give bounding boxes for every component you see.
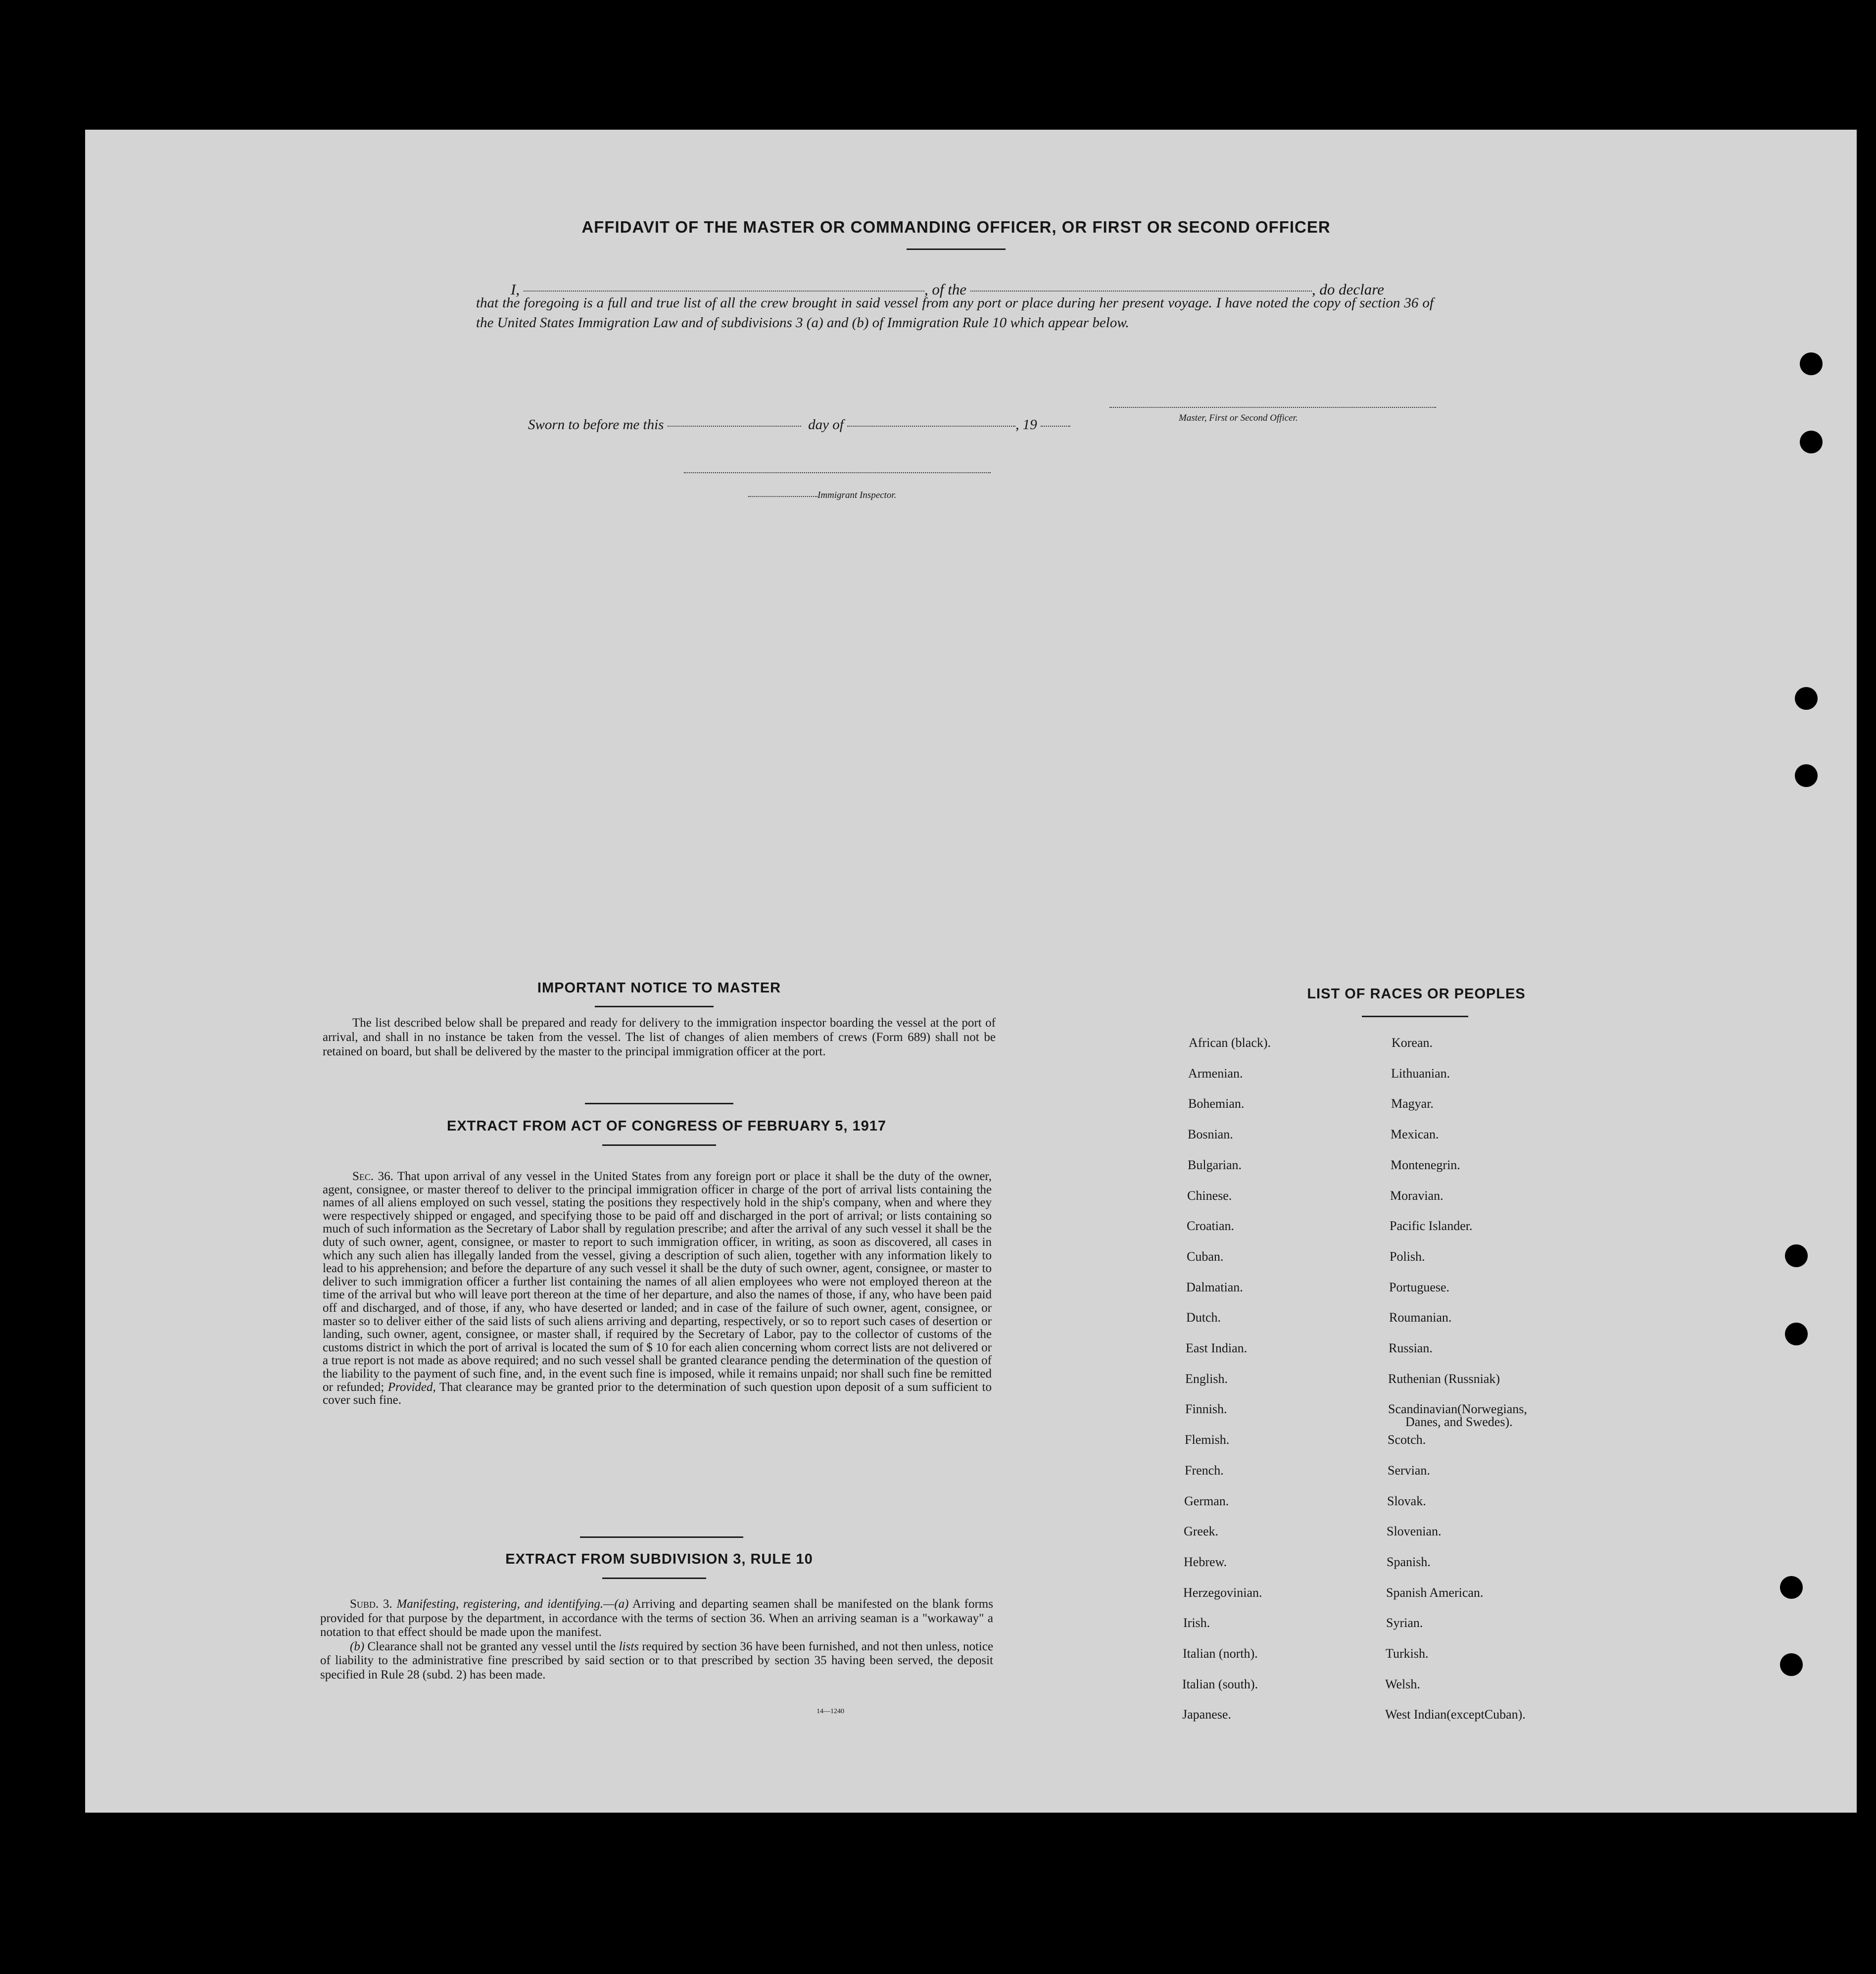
form-sheet: [85, 130, 1857, 1813]
para-b2: required by section 36 have been furnished, and not then unless, notice of liability to the administrative fine prescribed by said section or to that prescribed by section 35 having been served, the deposit specified in Rule 28 (subd. 2) has been made.: [320, 1639, 994, 1681]
b-label-wrap: [320, 1640, 364, 1653]
race-item: African (black).: [1189, 1036, 1271, 1050]
subd-heading: Manifesting, registering, and identifying.—(a): [396, 1597, 629, 1611]
punch-hole: [1800, 431, 1823, 453]
form-number: 14—1240: [817, 1708, 844, 1715]
extract-rule-title: EXTRACT FROM SUBDIVISION 3, RULE 10: [505, 1551, 813, 1567]
name-field[interactable]: [524, 290, 924, 292]
i-word: I,: [511, 281, 520, 298]
master-caption: Master, First or Second Officer.: [1179, 413, 1298, 423]
races-title: LIST OF RACES OR PEOPLES: [1307, 986, 1526, 1002]
title-underline: [907, 248, 1006, 250]
year-field[interactable]: [1041, 425, 1070, 427]
race-item: Welsh.: [1385, 1677, 1420, 1691]
race-item: Roumanian.: [1389, 1310, 1452, 1325]
provided-word: Provided,: [387, 1380, 436, 1394]
race-item: German.: [1184, 1494, 1229, 1508]
para-a: Arriving and departing seamen shall be manifested on the blank forms provided for that purpose by the department, in accordance with the terms of section 36. When an arriving seaman is a "workaway" a notation to that effect should be made upon the manifest.: [320, 1597, 993, 1639]
sworn-text: Sworn to before me this: [528, 417, 664, 433]
extract-act-title: EXTRACT FROM ACT OF CONGRESS OF FEBRUARY 5, 1917: [446, 1118, 887, 1134]
vessel-field[interactable]: [970, 290, 1312, 292]
subdivision-3-text: [320, 1597, 993, 1682]
race-item: Armenian.: [1188, 1066, 1243, 1081]
race-item: Dalmatian.: [1186, 1280, 1243, 1294]
inspector-dots: [748, 496, 818, 497]
race-item: West Indian(exceptCuban).: [1385, 1707, 1526, 1722]
sec-body: That upon arrival of any vessel in the United States from any foreign port or place it shall be the duty of the owner, agent, consignee, or master thereof to deliver to the principal immigration officer in charge of the port of arrival lists containing the names of all aliens employed on such vessel, stating the positions they respectively hold in the ship's company, when and where they were respectively shipped or engaged, and specifying those to be paid off and discharged in the port of arrival; or lists containing so much of such information as the Secretary of Labor shall by regulation prescribe; and after the arrival of any such vessel it shall be the duty of such owner, agent, consignee, or master to report to such immigration officer, in writing, as soon as discovered, all cases in which any such alien has illegally landed from the vessel, giving a description of such alien, together with any information likely to lead to his apprehension; and before the departure of any such vessel it shall be the duty of such owner, agent, consignee, or master to deliver to such immigration officer a further list containing the names of all alien employees who were not employed thereon at the time of the arrival but who will leave port thereon at the time of her departure, and also the names of those, if any, who have been paid off and discharged, and of those, if any, who have deserted or landed; and in case of the failure of such owner, agent, consignee, or master so to deliver either of the said lists of such aliens arriving and departing, respectively, or so to report such cases of desertion or landing, such owner, agent, consignee, or master shall, if required by the Secretary of Labor, pay to the collector of customs of the customs district in which the port of arrival is located the sum of $ 10 for each alien concerning whom correct lists are not delivered or a true report is not made as above required; and no such vessel shall be granted clearance pending the determination of the question of the liability to the payment of such fine, and, in the event such fine is imposed, while it remains unpaid; nor shall such fine be remitted or refunded;: [323, 1170, 992, 1394]
race-item: Mexican.: [1391, 1127, 1439, 1141]
month-field[interactable]: [847, 425, 1015, 427]
race-item: Pacific Islander.: [1390, 1219, 1473, 1233]
race-item: Hebrew.: [1184, 1555, 1227, 1569]
race-item: Russian.: [1389, 1341, 1433, 1355]
race-item: Spanish.: [1387, 1555, 1431, 1569]
para-b1: Clearance shall not be granted any vessel until the: [367, 1639, 616, 1653]
race-item: Spanish American.: [1386, 1585, 1484, 1600]
race-item: Bohemian.: [1188, 1096, 1245, 1111]
race-item: Portuguese.: [1389, 1280, 1450, 1294]
races-underline: [1362, 1016, 1468, 1017]
day-of-text: day of: [808, 417, 844, 433]
section-36-text: [323, 1170, 992, 1407]
sec-tail: That clearance may be granted prior to the determination of such question upon deposit of a sum sufficient to cover such fine.: [323, 1380, 992, 1407]
inspector-caption: Immigrant Inspector.: [818, 490, 897, 500]
race-item: Bulgarian.: [1188, 1158, 1242, 1172]
extract-act-underline: [602, 1144, 716, 1146]
inspector-signature-line[interactable]: [684, 472, 991, 473]
race-item: Moravian.: [1390, 1188, 1443, 1203]
race-item: Lithuanian.: [1391, 1066, 1450, 1081]
notice-underline: [595, 1006, 714, 1007]
race-item: Danes, and Swedes).: [1405, 1415, 1513, 1429]
race-item: Chinese.: [1187, 1188, 1232, 1203]
race-item: Japanese.: [1182, 1707, 1231, 1722]
race-item: Syrian.: [1386, 1616, 1423, 1630]
race-item: Irish.: [1183, 1616, 1210, 1630]
subd-label: Subd. 3.: [350, 1597, 392, 1611]
race-item: Cuban.: [1187, 1249, 1224, 1264]
race-item: Dutch.: [1186, 1310, 1221, 1325]
extract-rule-underline: [602, 1578, 706, 1579]
punch-hole: [1780, 1653, 1803, 1676]
day-field[interactable]: [668, 425, 801, 427]
punch-hole: [1780, 1576, 1803, 1599]
race-item: Polish.: [1390, 1249, 1425, 1264]
sec-label: Sec. 36.: [352, 1170, 393, 1183]
race-item: English.: [1185, 1372, 1228, 1386]
punch-hole: [1785, 1244, 1808, 1267]
race-item: East Indian.: [1186, 1341, 1248, 1355]
race-item: Ruthenian (Russniak): [1388, 1372, 1500, 1386]
race-item: Italian (north).: [1183, 1646, 1258, 1661]
notice-body: [323, 1016, 996, 1059]
punch-hole: [1795, 687, 1818, 710]
race-item: Slovenian.: [1387, 1524, 1442, 1538]
race-item: Italian (south).: [1182, 1677, 1258, 1691]
race-item: Slovak.: [1387, 1494, 1426, 1508]
race-item: Flemish.: [1185, 1432, 1230, 1447]
notice-text: The list described below shall be prepared and ready for delivery to the immigration inspector boarding the vessel at the port of arrival, and shall in no instance be taken from the vessel. The list of changes of alien members of crews (Form 689) shall not be retained on board, but shall be delivered by the master to the principal immigration officer at the port.: [323, 1016, 996, 1058]
race-item: Croatian.: [1187, 1219, 1235, 1233]
race-item: French.: [1185, 1463, 1224, 1478]
punch-hole: [1795, 764, 1818, 787]
race-item: Scandinavian(Norwegians,: [1388, 1402, 1527, 1416]
b-label: (b): [350, 1639, 365, 1653]
do-declare-word: , do declare: [1311, 281, 1384, 298]
extract-act-divider: [580, 1536, 743, 1538]
race-item: Servian.: [1388, 1463, 1430, 1478]
race-item: Greek.: [1184, 1524, 1219, 1538]
notice-divider: [585, 1103, 733, 1104]
master-signature-line[interactable]: [1109, 407, 1436, 408]
sworn-line: [528, 417, 1070, 433]
affidavit-body: that the foregoing is a full and true list of all the crew brought in said vessel from any port or place during her present voyage. I have noted the copy of section 36 of the United States Immigration Law and of subdivisions 3 (a) and (b) of Immigration Rule 10 which appear below.: [476, 295, 1434, 331]
race-item: Turkish.: [1386, 1646, 1429, 1661]
affidavit-title: AFFIDAVIT OF THE MASTER OR COMMANDING OFFICER, OR FIRST OR SECOND OFFICER: [581, 218, 1331, 236]
race-item: Korean.: [1392, 1036, 1433, 1050]
race-item: Herzegovinian.: [1183, 1585, 1262, 1600]
punch-hole: [1800, 352, 1823, 375]
race-item: Montenegrin.: [1391, 1158, 1460, 1172]
of-the-word: , of the: [924, 281, 967, 298]
race-item: Magyar.: [1391, 1096, 1434, 1111]
race-item: Finnish.: [1185, 1402, 1227, 1416]
notice-title: IMPORTANT NOTICE TO MASTER: [537, 980, 781, 996]
year-prefix: , 19: [1015, 417, 1037, 433]
race-item: Bosnian.: [1188, 1127, 1233, 1141]
punch-hole: [1785, 1323, 1808, 1345]
lists-word: lists: [619, 1639, 639, 1653]
race-item: Scotch.: [1388, 1432, 1426, 1447]
